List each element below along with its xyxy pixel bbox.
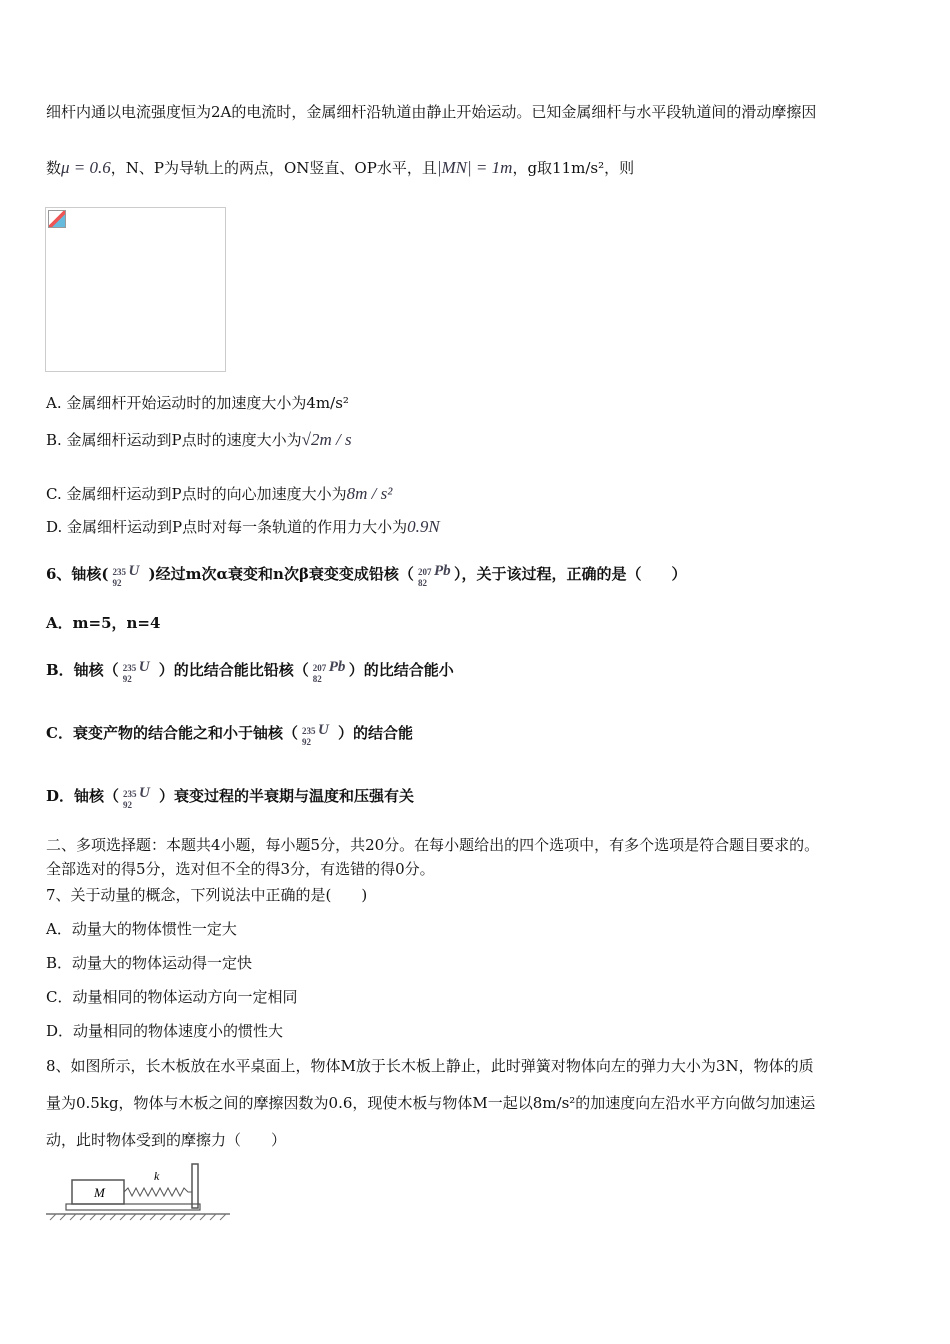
text: 数 <box>46 159 62 177</box>
broken-image-icon <box>48 210 66 228</box>
text: ，g取11m/s²，则 <box>512 159 635 177</box>
spring-block-figure <box>44 1160 234 1222</box>
q6-option-b: B．铀核（ 235 92 U ）的比结合能比铅核（ 207 82 Pb ）的比结合能小 <box>46 659 454 684</box>
q5-option-d <box>46 517 440 537</box>
text: )经过m次α衰变和n次β衰变变成铅核（ <box>148 565 414 583</box>
text: ），关于该过程，正确的是（ ） <box>453 565 687 583</box>
spring-label: k <box>154 1169 160 1183</box>
q5-option-a <box>46 393 349 413</box>
spring <box>124 1188 192 1196</box>
text: D. 金属细杆运动到P点时对每一条轨道的作用力大小为 <box>46 518 408 536</box>
q8-stem-line2: 量为0.5kg，物体与木板之间的摩擦因数为0.6，现使木板与物体M一起以8m/s²的加速度向左沿水平方向做匀加速运 <box>46 1094 816 1112</box>
block-label: M <box>94 1185 105 1200</box>
formula: √2m / s <box>301 430 352 449</box>
text: B. 金属细杆运动到P点时的速度大小为 <box>46 431 302 449</box>
broken-image-placeholder <box>45 207 226 372</box>
uranium-isotope: 235 92 U <box>112 563 140 588</box>
q8-stem-line3: 动，此时物体受到的摩擦力（ ） <box>46 1131 287 1149</box>
q7-option-a: A．动量大的物体惯性一定大 <box>46 920 237 938</box>
formula: 0.9N <box>407 517 440 536</box>
q7-option-b: B．动量大的物体运动得一定快 <box>46 954 253 972</box>
text: 6、铀核( <box>46 565 109 583</box>
q8-stem-line1: 8、如图所示，长木板放在水平桌面上，物体M放于长木板上静止，此时弹簧对物体向左的弹力大小为3N，物体的质 <box>46 1057 814 1075</box>
section2-scoring: 全部选对的得5分，选对但不全的得3分，有选错的得0分。 <box>46 860 435 878</box>
wall <box>192 1164 198 1208</box>
mu-formula: μ = 0.6 <box>61 158 111 177</box>
formula: 8m / s² <box>346 484 393 503</box>
text: A. 金属细杆开始运动时的加速度大小为4m/s² <box>46 394 349 412</box>
q5-option-b <box>46 430 352 450</box>
text: C. 金属细杆运动到P点时的向心加速度大小为 <box>46 485 347 503</box>
q6-option-d: D．铀核（ 235 92 U ）衰变过程的半衰期与温度和压强有关 <box>46 785 415 810</box>
q7-stem: 7、关于动量的概念，下列说法中正确的是( ) <box>46 886 368 904</box>
q5-option-c <box>46 484 392 504</box>
q6-option-a: A．m=5，n=4 <box>46 614 161 632</box>
q7-option-c: C．动量相同的物体运动方向一定相同 <box>46 988 298 1006</box>
q6-option-c: C．衰变产物的结合能之和小于铀核（ 235 92 U ）的结合能 <box>46 722 413 747</box>
mn-formula: |MN| = 1m <box>436 158 513 177</box>
text: ，N、P为导轨上的两点，ON竖直、OP水平，且 <box>110 159 437 177</box>
q5-stem-line2 <box>46 158 634 178</box>
q5-stem-line1: 细杆内通以电流强度恒为2A的电流时，金属细杆沿轨道由静止开始运动。已知金属细杆与水平段轨道间的滑动摩擦因 <box>46 103 817 121</box>
q7-option-d: D．动量相同的物体速度小的惯性大 <box>46 1022 284 1040</box>
lead-isotope: 207 82 Pb <box>417 563 451 588</box>
board <box>66 1204 200 1210</box>
section2-heading: 二、多项选择题：本题共4小题，每小题5分，共20分。在每小题给出的四个选项中，有多个选项是符合题目要求的。 <box>46 836 820 854</box>
table-hatch <box>50 1214 226 1220</box>
q6-stem <box>46 563 687 588</box>
